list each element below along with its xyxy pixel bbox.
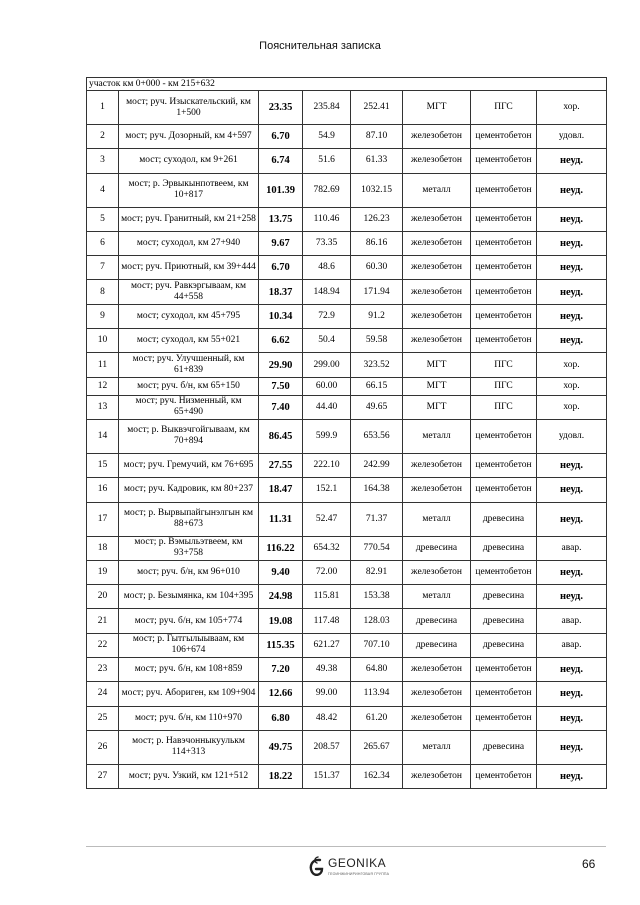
cell-total-area: 252.41 (351, 91, 403, 125)
cell-area: 72.00 (303, 560, 351, 584)
cell-deck: цементобетон (471, 682, 537, 706)
cell-deck: ПГС (471, 353, 537, 377)
cell-material: железобетон (403, 560, 471, 584)
cell-length: 18.22 (259, 764, 303, 788)
cell-total-area: 113.94 (351, 682, 403, 706)
cell-material: железобетон (403, 478, 471, 502)
cell-area: 48.6 (303, 256, 351, 280)
bridges-table (86, 77, 607, 789)
cell-condition: удовл. (537, 125, 607, 149)
cell-condition: неуд. (537, 706, 607, 730)
cell-number: 20 (87, 585, 119, 609)
cell-number: 16 (87, 478, 119, 502)
table-row (87, 329, 607, 353)
cell-length: 9.67 (259, 231, 303, 255)
cell-deck: цементобетон (471, 280, 537, 304)
cell-area: 299.00 (303, 353, 351, 377)
cell-object-name: мост; руч. Гремучий, км 76+695 (119, 453, 259, 477)
cell-number: 19 (87, 560, 119, 584)
cell-number: 27 (87, 764, 119, 788)
cell-object-name: мост; р. Вэмыльэтвеем, км 93+758 (119, 536, 259, 560)
cell-object-name: мост; суходол, км 55+021 (119, 329, 259, 353)
cell-total-area: 171.94 (351, 280, 403, 304)
cell-total-area: 164.38 (351, 478, 403, 502)
table-row (87, 231, 607, 255)
cell-length: 24.98 (259, 585, 303, 609)
cell-material: железобетон (403, 706, 471, 730)
cell-total-area: 653.56 (351, 419, 403, 453)
cell-object-name: мост; руч. б/н, км 65+150 (119, 377, 259, 395)
cell-condition: неуд. (537, 173, 607, 207)
cell-length: 6.74 (259, 149, 303, 173)
cell-number: 12 (87, 377, 119, 395)
cell-deck: цементобетон (471, 207, 537, 231)
cell-total-area: 323.52 (351, 353, 403, 377)
cell-condition: неуд. (537, 207, 607, 231)
cell-material: железобетон (403, 207, 471, 231)
cell-object-name: мост; р. Навэчонныкуулькм 114+313 (119, 730, 259, 764)
cell-area: 44.40 (303, 395, 351, 419)
cell-number: 9 (87, 304, 119, 328)
cell-area: 115.81 (303, 585, 351, 609)
cell-object-name: мост; суходол, км 45+795 (119, 304, 259, 328)
cell-material: железобетон (403, 280, 471, 304)
table-row (87, 609, 607, 633)
table-row (87, 536, 607, 560)
table-row (87, 658, 607, 682)
cell-total-area: 61.33 (351, 149, 403, 173)
cell-area: 222.10 (303, 453, 351, 477)
table-row (87, 560, 607, 584)
cell-length: 19.08 (259, 609, 303, 633)
cell-total-area: 1032.15 (351, 173, 403, 207)
table-row (87, 280, 607, 304)
cell-number: 13 (87, 395, 119, 419)
cell-length: 6.80 (259, 706, 303, 730)
cell-deck: цементобетон (471, 478, 537, 502)
cell-material: железобетон (403, 149, 471, 173)
cell-area: 782.69 (303, 173, 351, 207)
cell-number: 25 (87, 706, 119, 730)
bridges-table-container (86, 77, 606, 789)
cell-object-name: мост; руч. б/н, км 96+010 (119, 560, 259, 584)
cell-material: металл (403, 730, 471, 764)
cell-deck: древесина (471, 609, 537, 633)
table-row (87, 91, 607, 125)
cell-area: 49.38 (303, 658, 351, 682)
cell-object-name: мост; руч. Гранитный, км 21+258 (119, 207, 259, 231)
cell-condition: авар. (537, 633, 607, 657)
cell-material: МГТ (403, 395, 471, 419)
table-row (87, 304, 607, 328)
cell-material: железобетон (403, 256, 471, 280)
cell-condition: неуд. (537, 256, 607, 280)
geonika-logo-icon (308, 856, 324, 878)
cell-number: 11 (87, 353, 119, 377)
cell-deck: ПГС (471, 395, 537, 419)
cell-condition: неуд. (537, 560, 607, 584)
cell-total-area: 242.99 (351, 453, 403, 477)
cell-area: 60.00 (303, 377, 351, 395)
cell-area: 51.6 (303, 149, 351, 173)
cell-area: 621.27 (303, 633, 351, 657)
cell-object-name: мост; р. Эрвыкынпотвеем, км 10+817 (119, 173, 259, 207)
cell-material: древесина (403, 536, 471, 560)
cell-length: 6.62 (259, 329, 303, 353)
cell-deck: цементобетон (471, 304, 537, 328)
cell-area: 654.32 (303, 536, 351, 560)
cell-number: 8 (87, 280, 119, 304)
cell-number: 21 (87, 609, 119, 633)
cell-object-name: мост; суходол, км 9+261 (119, 149, 259, 173)
cell-object-name: мост; суходол, км 27+940 (119, 231, 259, 255)
cell-material: МГТ (403, 353, 471, 377)
cell-length: 116.22 (259, 536, 303, 560)
cell-total-area: 60.30 (351, 256, 403, 280)
cell-deck: цементобетон (471, 560, 537, 584)
cell-area: 50.4 (303, 329, 351, 353)
cell-material: железобетон (403, 125, 471, 149)
cell-object-name: мост; руч. б/н, км 105+774 (119, 609, 259, 633)
cell-condition: авар. (537, 609, 607, 633)
cell-material: МГТ (403, 377, 471, 395)
cell-material: железобетон (403, 304, 471, 328)
cell-condition: неуд. (537, 682, 607, 706)
page-number: 66 (582, 857, 596, 871)
cell-length: 115.35 (259, 633, 303, 657)
cell-area: 48.42 (303, 706, 351, 730)
cell-deck: древесина (471, 730, 537, 764)
cell-condition: неуд. (537, 149, 607, 173)
cell-condition: неуд. (537, 231, 607, 255)
cell-material: железобетон (403, 764, 471, 788)
cell-length: 49.75 (259, 730, 303, 764)
cell-number: 18 (87, 536, 119, 560)
cell-number: 22 (87, 633, 119, 657)
cell-total-area: 66.15 (351, 377, 403, 395)
cell-total-area: 59.58 (351, 329, 403, 353)
cell-object-name: мост; руч. Улучшенный, км 61+839 (119, 353, 259, 377)
cell-number: 6 (87, 231, 119, 255)
table-row (87, 502, 607, 536)
table-row (87, 256, 607, 280)
table-row (87, 585, 607, 609)
cell-material: железобетон (403, 682, 471, 706)
cell-total-area: 126.23 (351, 207, 403, 231)
cell-number: 15 (87, 453, 119, 477)
cell-material: металл (403, 585, 471, 609)
table-row (87, 353, 607, 377)
cell-total-area: 61.20 (351, 706, 403, 730)
cell-material: железобетон (403, 453, 471, 477)
cell-deck: цементобетон (471, 419, 537, 453)
cell-length: 13.75 (259, 207, 303, 231)
cell-area: 599.9 (303, 419, 351, 453)
cell-length: 6.70 (259, 256, 303, 280)
cell-condition: неуд. (537, 585, 607, 609)
cell-total-area: 71.37 (351, 502, 403, 536)
cell-material: древесина (403, 609, 471, 633)
table-row (87, 706, 607, 730)
page-header-title: Пояснительная записка (259, 40, 381, 52)
cell-length: 23.35 (259, 91, 303, 125)
cell-object-name: мост; руч. Изыскательский, км 1+500 (119, 91, 259, 125)
cell-area: 208.57 (303, 730, 351, 764)
cell-condition: неуд. (537, 764, 607, 788)
cell-total-area: 128.03 (351, 609, 403, 633)
cell-object-name: мост; руч. Дозорный, км 4+597 (119, 125, 259, 149)
cell-length: 29.90 (259, 353, 303, 377)
table-row (87, 207, 607, 231)
table-row (87, 377, 607, 395)
cell-area: 72.9 (303, 304, 351, 328)
cell-number: 24 (87, 682, 119, 706)
cell-length: 7.50 (259, 377, 303, 395)
cell-number: 7 (87, 256, 119, 280)
table-row (87, 730, 607, 764)
cell-length: 86.45 (259, 419, 303, 453)
cell-deck: ПГС (471, 91, 537, 125)
cell-object-name: мост; р. Вырвыпайгынэлгын км 88+673 (119, 502, 259, 536)
cell-deck: цементобетон (471, 256, 537, 280)
logo-text: GEONIKA (328, 856, 387, 870)
cell-deck: цементобетон (471, 453, 537, 477)
cell-number: 23 (87, 658, 119, 682)
table-row (87, 173, 607, 207)
cell-condition: неуд. (537, 502, 607, 536)
cell-area: 235.84 (303, 91, 351, 125)
cell-condition: хор. (537, 377, 607, 395)
cell-object-name: мост; руч. Абориген, км 109+904 (119, 682, 259, 706)
cell-object-name: мост; руч. Узкий, км 121+512 (119, 764, 259, 788)
cell-length: 7.20 (259, 658, 303, 682)
cell-length: 12.66 (259, 682, 303, 706)
cell-deck: древесина (471, 536, 537, 560)
cell-area: 99.00 (303, 682, 351, 706)
cell-area: 151.37 (303, 764, 351, 788)
cell-number: 26 (87, 730, 119, 764)
cell-number: 4 (87, 173, 119, 207)
cell-area: 110.46 (303, 207, 351, 231)
cell-number: 1 (87, 91, 119, 125)
cell-material: железобетон (403, 658, 471, 682)
cell-total-area: 82.91 (351, 560, 403, 584)
cell-length: 9.40 (259, 560, 303, 584)
cell-number: 5 (87, 207, 119, 231)
cell-condition: хор. (537, 91, 607, 125)
cell-object-name: мост; руч. Равкэргываам, км 44+558 (119, 280, 259, 304)
cell-object-name: мост; руч. б/н, км 110+970 (119, 706, 259, 730)
cell-condition: неуд. (537, 730, 607, 764)
cell-total-area: 49.65 (351, 395, 403, 419)
footer-divider (86, 846, 606, 847)
cell-material: железобетон (403, 231, 471, 255)
cell-length: 10.34 (259, 304, 303, 328)
cell-condition: неуд. (537, 329, 607, 353)
cell-length: 18.47 (259, 478, 303, 502)
cell-number: 10 (87, 329, 119, 353)
cell-number: 2 (87, 125, 119, 149)
cell-deck: ПГС (471, 377, 537, 395)
cell-deck: цементобетон (471, 231, 537, 255)
table-row (87, 395, 607, 419)
table-row (87, 764, 607, 788)
cell-length: 18.37 (259, 280, 303, 304)
cell-object-name: мост; р. Безымянка, км 104+395 (119, 585, 259, 609)
cell-length: 11.31 (259, 502, 303, 536)
cell-condition: неуд. (537, 453, 607, 477)
table-row (87, 149, 607, 173)
cell-deck: цементобетон (471, 658, 537, 682)
table-row (87, 453, 607, 477)
logo-subtitle: ГЕОИНЖИНИРИНГОВАЯ ГРУППА (328, 872, 390, 876)
cell-deck: древесина (471, 633, 537, 657)
cell-object-name: мост; р. Гытгылыываам, км 106+674 (119, 633, 259, 657)
cell-deck: цементобетон (471, 764, 537, 788)
table-row (87, 125, 607, 149)
cell-total-area: 770.54 (351, 536, 403, 560)
cell-deck: цементобетон (471, 149, 537, 173)
cell-material: металл (403, 173, 471, 207)
cell-object-name: мост; руч. б/н, км 108+859 (119, 658, 259, 682)
cell-length: 6.70 (259, 125, 303, 149)
geonika-logo (308, 853, 398, 883)
cell-object-name: мост; руч. Кадровик, км 80+237 (119, 478, 259, 502)
cell-total-area: 162.34 (351, 764, 403, 788)
cell-total-area: 153.38 (351, 585, 403, 609)
cell-deck: цементобетон (471, 173, 537, 207)
cell-area: 148.94 (303, 280, 351, 304)
cell-number: 3 (87, 149, 119, 173)
cell-condition: неуд. (537, 478, 607, 502)
cell-object-name: мост; руч. Приютный, км 39+444 (119, 256, 259, 280)
cell-length: 7.40 (259, 395, 303, 419)
cell-condition: неуд. (537, 304, 607, 328)
cell-area: 152.1 (303, 478, 351, 502)
cell-deck: цементобетон (471, 329, 537, 353)
cell-number: 17 (87, 502, 119, 536)
cell-area: 73.35 (303, 231, 351, 255)
cell-deck: цементобетон (471, 706, 537, 730)
cell-length: 27.55 (259, 453, 303, 477)
cell-total-area: 86.16 (351, 231, 403, 255)
cell-total-area: 265.67 (351, 730, 403, 764)
cell-object-name: мост; р. Выквэчгойгываам, км 70+894 (119, 419, 259, 453)
cell-area: 52.47 (303, 502, 351, 536)
cell-condition: неуд. (537, 280, 607, 304)
cell-condition: удовл. (537, 419, 607, 453)
cell-area: 54.9 (303, 125, 351, 149)
table-row (87, 682, 607, 706)
cell-length: 101.39 (259, 173, 303, 207)
cell-condition: хор. (537, 395, 607, 419)
cell-condition: неуд. (537, 658, 607, 682)
table-row (87, 419, 607, 453)
cell-total-area: 64.80 (351, 658, 403, 682)
cell-total-area: 707.10 (351, 633, 403, 657)
table-row (87, 633, 607, 657)
cell-deck: цементобетон (471, 125, 537, 149)
cell-material: железобетон (403, 329, 471, 353)
cell-material: металл (403, 419, 471, 453)
cell-total-area: 87.10 (351, 125, 403, 149)
cell-area: 117.48 (303, 609, 351, 633)
cell-deck: древесина (471, 585, 537, 609)
cell-number: 14 (87, 419, 119, 453)
cell-deck: древесина (471, 502, 537, 536)
cell-material: древесина (403, 633, 471, 657)
table-row (87, 478, 607, 502)
cell-material: МГТ (403, 91, 471, 125)
cell-total-area: 91.2 (351, 304, 403, 328)
cell-material: металл (403, 502, 471, 536)
cell-object-name: мост; руч. Низменный, км 65+490 (119, 395, 259, 419)
cell-condition: хор. (537, 353, 607, 377)
table-section-title: участок км 0+000 - км 215+632 (87, 78, 607, 91)
cell-condition: авар. (537, 536, 607, 560)
